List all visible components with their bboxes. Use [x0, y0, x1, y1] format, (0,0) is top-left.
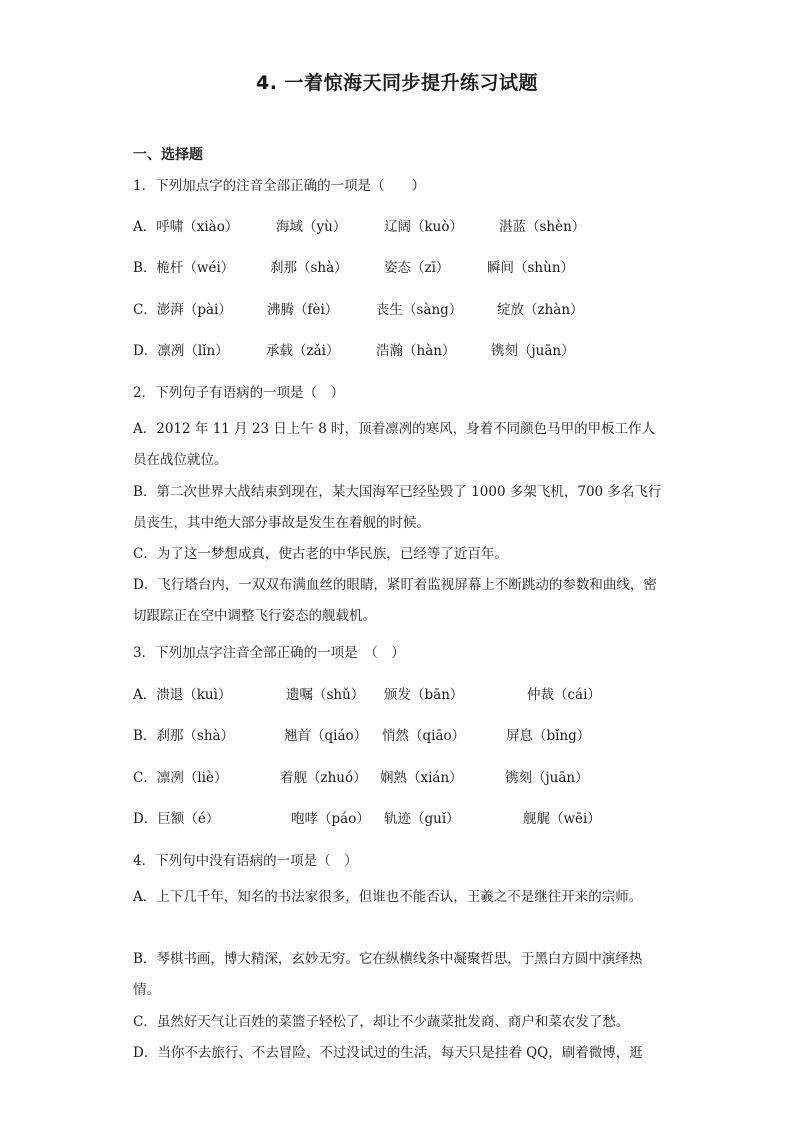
q3-option-d-2: 咆哮（páo）: [291, 811, 370, 827]
q3-option-c-1: C．凛冽（liè）: [133, 770, 228, 786]
q2-option-c: C．为了这一梦想成真，使古老的中华民族，已经等了近百年。: [133, 546, 508, 562]
q1-option-d-4: 镌刻（juān）: [491, 343, 575, 359]
q3-option-a-4: 仲裁（cái）: [527, 687, 601, 703]
q1-option-c-3: 丧生（sàng）: [376, 302, 463, 318]
q4-option-b: B．琴棋书画，博大精深，玄妙无穷。它在纵横线条中凝聚哲思，于黑白方圆中演绎热情。: [133, 951, 643, 998]
q1-option-b-3: 姿态（zī）: [384, 260, 450, 276]
q1-option-a-4: 湛蓝（shèn）: [499, 219, 586, 235]
q1-option-b-2: 刹那（shà）: [270, 260, 348, 276]
question-3-stem: 3．下列加点字注音全部正确的一项是 （ ）: [133, 645, 405, 661]
q3-option-c-3: 娴熟（xián）: [380, 770, 463, 786]
q2-option-b: B．第二次世界大战结束到现在，某大国海军已经坠毁了 1000 多架飞机，700 多名飞行员丧生，其中绝大部分事故是发生在着舰的时候。: [133, 484, 662, 531]
q4-option-c: C．虽然好天气让百姓的菜篮子轻松了，却让不少蔬菜批发商、商户和菜农发了愁。: [133, 1014, 630, 1030]
question-4-stem: 4．下列句中没有语病的一项是（ ）: [133, 853, 358, 869]
q1-option-d-3: 浩瀚（hàn）: [376, 343, 456, 359]
q1-option-d-1: D．凛冽（lǐn）: [133, 343, 229, 359]
q3-option-a-1: A．溃退（kuì）: [133, 687, 232, 703]
q3-option-b-2: 翘首（qiáo）: [284, 728, 368, 744]
q4-option-a: A．上下几千年，知名的书法家很多，但谁也不能否认，王羲之不是继往开来的宗师。: [133, 889, 643, 905]
q2-option-d: D．飞行塔台内，一双双布满血丝的眼睛，紧盯着监视屏幕上不断跳动的参数和曲线，密切跟踪正在空中调整飞行姿态的舰载机。: [133, 577, 657, 624]
q1-option-a-3: 辽阔（kuò）: [384, 219, 464, 235]
question-1-stem: 1．下列加点字的注音全部正确的一项是（ ）: [133, 178, 426, 194]
q3-option-c-2: 着舰（zhuó）: [280, 770, 367, 786]
question-2-stem: 2．下列句子有语病的一项是（ ）: [133, 385, 345, 401]
q3-option-d-1: D．巨额（é）: [133, 811, 220, 827]
q2-option-a: A．2012 年 11 月 23 日上午 8 时，顶着凛冽的寒风，身着不同颜色马甲的甲板工作人员在战位就位。: [133, 421, 656, 468]
q3-option-b-4: 屏息（bǐng）: [506, 728, 591, 744]
q3-option-a-2: 遗嘱（shǔ）: [286, 687, 365, 703]
q1-option-a-2: 海域（yù）: [276, 219, 347, 235]
q4-option-d: D．当你不去旅行、不去冒险、不过没试过的生活，每天只是挂着 QQ，刷着微博，逛: [133, 1045, 643, 1061]
q1-option-b-1: B．桅杆（wéi）: [133, 260, 235, 276]
q1-option-d-2: 承载（zǎi）: [266, 343, 340, 359]
q1-option-c-2: 沸腾（fèi）: [267, 302, 339, 318]
q1-option-c-4: 绽放（zhàn）: [497, 302, 584, 318]
q1-option-c-1: C．澎湃（pài）: [133, 302, 232, 318]
section-heading: 一、选择题: [133, 147, 203, 163]
q3-option-d-4: 舰艉（wēi）: [523, 811, 601, 827]
page-title: 4. 一着惊海天同步提升练习试题: [255, 72, 539, 94]
q3-option-b-3: 悄然（qiāo）: [382, 728, 466, 744]
q3-option-c-4: 镌刻（juān）: [505, 770, 589, 786]
q1-option-b-4: 瞬间（shùn）: [487, 260, 575, 276]
q1-option-a-1: A．呼啸（xiào）: [133, 219, 239, 235]
q3-option-d-3: 轨迹（guǐ）: [384, 811, 460, 827]
q3-option-b-1: B．刹那（shà）: [133, 728, 235, 744]
q3-option-a-3: 颁发（bān）: [384, 687, 464, 703]
